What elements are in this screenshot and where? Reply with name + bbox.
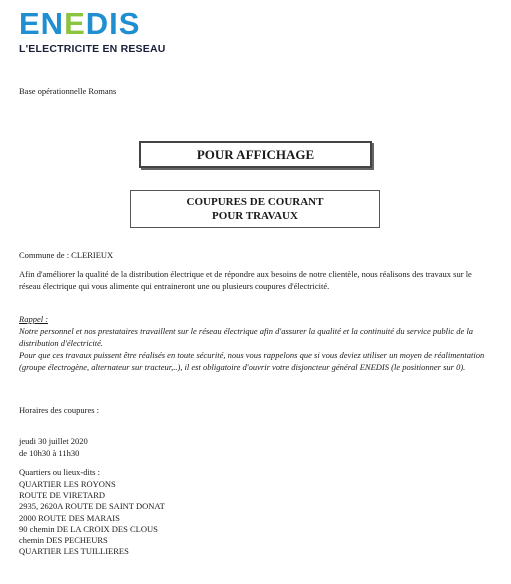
pour-affichage-text: POUR AFFICHAGE xyxy=(196,146,315,162)
lieux-list xyxy=(19,479,165,557)
commune-label: Commune de : CLERIEUX xyxy=(19,250,114,260)
base-label: Base opérationnelle Romans xyxy=(19,86,117,96)
lieux-title: Quartiers ou lieux-dits : xyxy=(19,467,100,477)
list-item: ROUTE DE VIRETARD xyxy=(19,490,106,501)
logo-tagline: L'ELECTRICITE EN RESEAU xyxy=(19,43,166,55)
list-item: QUARTIER LES ROYONS xyxy=(19,479,116,489)
horaires-block xyxy=(19,435,88,459)
rappel-title: Rappel : xyxy=(19,314,49,324)
coupures-line1: COUPURES DE COURANT xyxy=(186,196,324,208)
logo-text-3: DIS xyxy=(85,6,141,41)
list-item: QUARTIER LES TUILLIERES xyxy=(19,546,129,557)
rappel-line-1: Notre personnel et nos prestataires travaillent sur le réseau électrique afin d'assurer la qualité et la continuité du service public de la distribution d'électricité. xyxy=(19,326,474,348)
logo-text-2: E xyxy=(64,6,86,41)
coupures-line2: POUR TRAVAUX xyxy=(212,210,298,222)
horaires-date: jeudi 30 juillet 2020 xyxy=(19,436,88,446)
rappel-block xyxy=(19,325,495,373)
logo-text-1: EN xyxy=(19,6,65,41)
list-item: 90 chemin DE LA CROIX DES CLOUS xyxy=(19,523,158,534)
horaires-time: de 10h30 à 11h30 xyxy=(19,448,80,458)
list-item: 2000 ROUTE DES MARAIS xyxy=(19,512,120,523)
list-item: 2935, 2620A ROUTE DE SAINT DONAT xyxy=(19,501,165,512)
coupures-box xyxy=(130,190,380,228)
list-item: chemin DES PECHEURS xyxy=(19,535,108,546)
enedis-logo xyxy=(19,8,140,39)
horaires-title: Horaires des coupures : xyxy=(19,405,100,415)
pour-affichage-box xyxy=(139,141,372,168)
intro-paragraph: Afin d'améliorer la qualité de la distribution électrique et de répondre aux besoins de notre clientèle, nous réalisons des travaux sur le réseau électrique qui vous alimente qui entraineront une ou plusieurs coupures d'électricité. xyxy=(19,269,472,291)
rappel-line-2: Pour que ces travaux puissent être réalisés en toute sécurité, nous vous rappelons que si vous deviez utiliser un moyen de réalimentation (groupe électrogène, alternateur sur tracteur,..), il est obligatoire d'ouvrir votre disjoncteur général ENEDIS (le positionner sur 0). xyxy=(19,350,485,372)
